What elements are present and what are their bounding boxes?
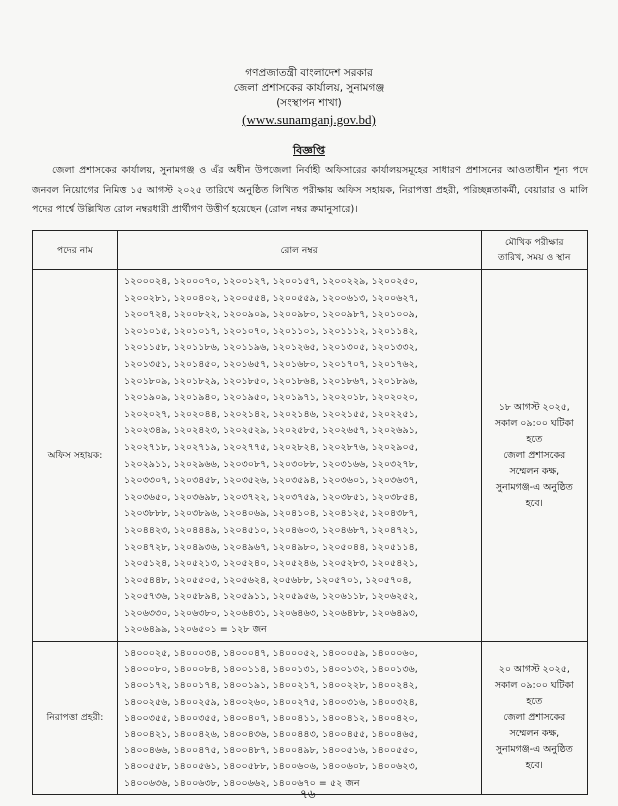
viva-line: ১৮ আগস্ট ২০২৫, [498,401,570,413]
header-viva-line1: মৌখিক পরীক্ষার [504,237,564,248]
roll-line: ১২০৪৪২৩, ১২০৪৪৪৯, ১২০৪৫১০, ১২০৪৬০৩, ১২০৪৬৮৭, ১২০৪৭২১, [124,524,418,536]
roll-line: ১২০১০১৫, ১২০১০১৭, ১২০১০৭০, ১২০১১০১, ১২০১১১২, ১২০১১৪২, [124,325,418,337]
post-name-cell: অফিস সহায়ক: [33,270,118,642]
viva-details-cell [481,642,587,795]
table-header-row [33,231,588,270]
roll-line: ১২০১৩৫১, ১২০১৪৫০, ১২০১৬৫৭, ১২০১৬৮০, ১২০১৭০৭, ১২০১৭৬২, [124,358,418,370]
viva-details-cell [481,270,587,642]
roll-line: ১৪০০৪৬৬, ১৪০০৪৭৫, ১৪০০৪৮৭, ১৪০০৪৯৮, ১৪০০৫১৬, ১৪০০৫৫০, [124,745,418,757]
government-name: গণপ্রজাতন্ত্রী বাংলাদেশ সরকার [245,67,373,79]
viva-line: ২০ আগস্ট ২০২৫, [498,663,570,675]
notice-title: বিজ্ঞপ্তি [293,144,325,157]
viva-line: সম্মেলন কক্ষ, [509,727,560,739]
viva-line: জেলা প্রশাসকের [503,449,566,461]
roll-line: ১২০২৩৪৯, ১২০২৪২৩, ১২০২৫২৯, ১২০২৫৮৫, ১২০২৬৫৭, ১২০২৬৯১, [124,425,418,437]
roll-line: ১২০০০২৪, ১২০০০৭০, ১২০০১২৭, ১২০০১৫৭, ১২০০২২৯, ১২০০২৫০, [124,276,418,287]
roll-line: ১২০৫৭৩৬, ১২০৫৮৯৪, ১২০৫৯১১, ১২০৫৯৫৬, ১২০৬১১৮, ১২০৬২৫২, [124,591,418,603]
results-table [32,230,588,795]
table-row [33,270,588,642]
header-post: পদের নাম [33,231,118,270]
roll-numbers-cell [118,270,482,642]
roll-line: ১২০০৭২৪, ১২০০৮২২, ১২০০৯০৯, ১২০০৯৮০, ১২০০৯৮৭, ১২০১০০৯, [124,309,418,321]
header-viva-line2: তারিখ, সময় ও স্থান [498,252,571,263]
intro-paragraph: জেলা প্রশাসকের কার্যালয়, সুনামগঞ্জ ও এঁর অধীন উপজেলা নির্বাহী অফিসারের কার্যালয়সমূহের সাধারণ প্রশাসনের আওতাধীন শূন্য পদে জনবল নিয়োগের নিমিত্ত ১৫ আগস্ট ২০২৫ তারিখে অনুষ্ঠিত লিখিত পরীক্ষায় অফিস সহায়ক, নিরাপত্তা প্রহরী, পরিচ্ছন্নতাকর্মী, বেয়ারার ও মালি পদের পার্শ্বে উল্লিখিত রোল নম্বরধারী প্রার্থীগণ উত্তীর্ণ হয়েছেন (রোল নম্বর ক্রমানুসারে)। [32,165,588,215]
header-roll: রোল নম্বর [118,231,482,270]
roll-line: ১২০২০২৭, ১২০২০৪৪, ১২০২১৪২, ১২০২১৪৬, ১২০২১৫৫, ১২০২২৫১, [124,408,418,420]
viva-line: সকাল ০৯:০০ ঘটিকা [494,679,574,691]
viva-line: হবে। [525,497,543,509]
roll-line: ১৪০০২৫৬, ১৪০০২৫৯, ১৪০০২৬০, ১৪০০২৭৫, ১৪০০৩১৬, ১৪০০৩২৪, [124,696,418,708]
roll-line: ১২০১১৫৮, ১২০১১৮৬, ১২০১১৯৬, ১২০১২৬৫, ১২০১৩০৫, ১২০১৩৩২, [124,342,418,354]
viva-line: হতে [526,433,543,445]
roll-line: ১৪০০০২৫, ১৪০০০৩৪, ১৪০০০৪৭, ১৪০০০৫২, ১৪০০০৫৯, ১৪০০০৬০, [124,648,418,660]
roll-line: ১২০৩৮৮৮, ১২০৩৮৯৬, ১২০৪০৬৯, ১২০৪১০৪, ১২০৪১২৫, ১২০৪৩৮৭, [124,508,418,520]
roll-line: ১২০৩৬৫০, ১২০৩৬৯৮, ১২০৩৭২২, ১২০৩৭৫৯, ১২০৩৮৫১, ১২০৩৮৫৪, [124,491,418,503]
roll-numbers-cell [118,642,482,795]
roll-line: ১২০৪৭২৮, ১২০৪৯৩৬, ১২০৪৯৬৭, ১২০৪৯৮০, ১২০৫০৪৪, ১২০৫১১৪, [124,541,418,553]
roll-line: ১২০০২৮১, ১২০০৪০২, ১২০০৫৫৪, ১২০০৫৫৯, ১২০০৬১৩, ১২০০৬২৭, [124,292,418,304]
viva-line: সুনামগঞ্জ-এ অনুষ্ঠিত [495,481,573,493]
roll-line: ১২০২৯১১, ১২০২৯৬৬, ১২০৩০৮৭, ১২০৩০৮৮, ১২০৩১৬৬, ১২০৩২৭৮, [124,458,418,470]
post-name-cell: নিরাপত্তা প্রহরী: [33,642,118,795]
roll-line: ১২০২৭১৮, ১২০২৭১৯, ১২০২৭৭৫, ১২০২৮২৪, ১২০২৮৭৬, ১২০২৯০৫, [124,441,418,453]
office-name: জেলা প্রশাসকের কার্যালয়, সুনামগঞ্জ [233,82,385,94]
page-number: ৭৬ [300,787,316,801]
viva-line: সকাল ০৯:০০ ঘটিকা [494,417,574,429]
roll-line: ১২০৬৩৩০, ১২০৬৩৮০, ১২০৬৪৩১, ১২০৬৪৬৩, ১২০৬৪৮৮, ১২০৬৪৯৩, [124,607,418,619]
section-name: (সংস্থাপন শাখা) [276,97,342,109]
roll-line: ১৪০০০৮০, ১৪০০০৮৪, ১৪০০১১৪, ১৪০০১৩১, ১৪০০১৩২, ১৪০০১৩৬, [124,664,418,676]
roll-line: ১৪০০১৭২, ১৪০০১৭৪, ১৪০০১৯১, ১৪০০২১৭, ১৪০০২২৮, ১৪০০২৪২, [124,680,418,692]
roll-line: ১২০৬৪৯৯, ১২০৬৫০১ = ১২৮ জন [124,624,267,636]
viva-line: হবে। [525,759,543,771]
viva-line: সম্মেলন কক্ষ, [509,465,560,477]
roll-line: ১২০৫৪৪৮, ১২০৫৫০৫, ১২০৫৬২৪, ২০৫৬৮৮, ১২০৫৭০১, ১২০৫৭০৪, [124,574,412,586]
roll-line: ১২০১৮০৯, ১২০১৮২৯, ১২০১৮৫০, ১২০১৮৬৪, ১২০১৮৬৭, ১২০১৮৯৬, [124,375,418,387]
viva-line: জেলা প্রশাসকের [503,711,566,723]
roll-line: ১৪০০৩৫৫, ১৪০০৩৫৫, ১৪০০৪০৭, ১৪০০৪১১, ১৪০০৪১২, ১৪০০৪২০, [124,712,418,724]
roll-line: ১৪০০৬৩৬, ১৪০০৬৩৮, ১৪০০৬৬২, ১৪০০৬৭০ = ৫২ জন [124,777,360,789]
viva-line: হতে [526,695,543,707]
website-link[interactable]: (www.sunamganj.gov.bd) [242,112,376,127]
roll-line: ১২০১৯০৯, ১২০১৯৪০, ১২০১৯৫০, ১২০১৯৭১, ১২০২০১৮, ১২০২০২০, [124,392,418,404]
roll-line: ১৪০০৫৫৮, ১৪০০৫৬১, ১৪০০৫৮৮, ১৪০০৬০৬, ১৪০০৬০৮, ১৪০০৬২৩, [124,761,418,773]
document-header [0,66,618,127]
viva-line: সুনামগঞ্জ-এ অনুষ্ঠিত [495,743,573,755]
header-viva [481,231,587,270]
roll-line: ১৪০০৪২১, ১৪০০৪২৬, ১৪০০৪৩৬, ১৪০০৪৪৩, ১৪০০৪৫৫, ১৪০০৪৬৫, [124,729,418,741]
roll-line: ১২০৫১২৪, ১২০৫২১৩, ১২০৫২৪০, ১২০৫২৪৬, ১২০৫২৮৩, ১২০৫৪২১, [124,558,418,570]
roll-line: ১২০৩৩০৭, ১২০৩৪৫৮, ১২০৩৫২৬, ১২০৩৫৯৪, ১২০৩৬০১, ১২০৩৬৩৭, [124,475,418,487]
table-row [33,642,588,795]
